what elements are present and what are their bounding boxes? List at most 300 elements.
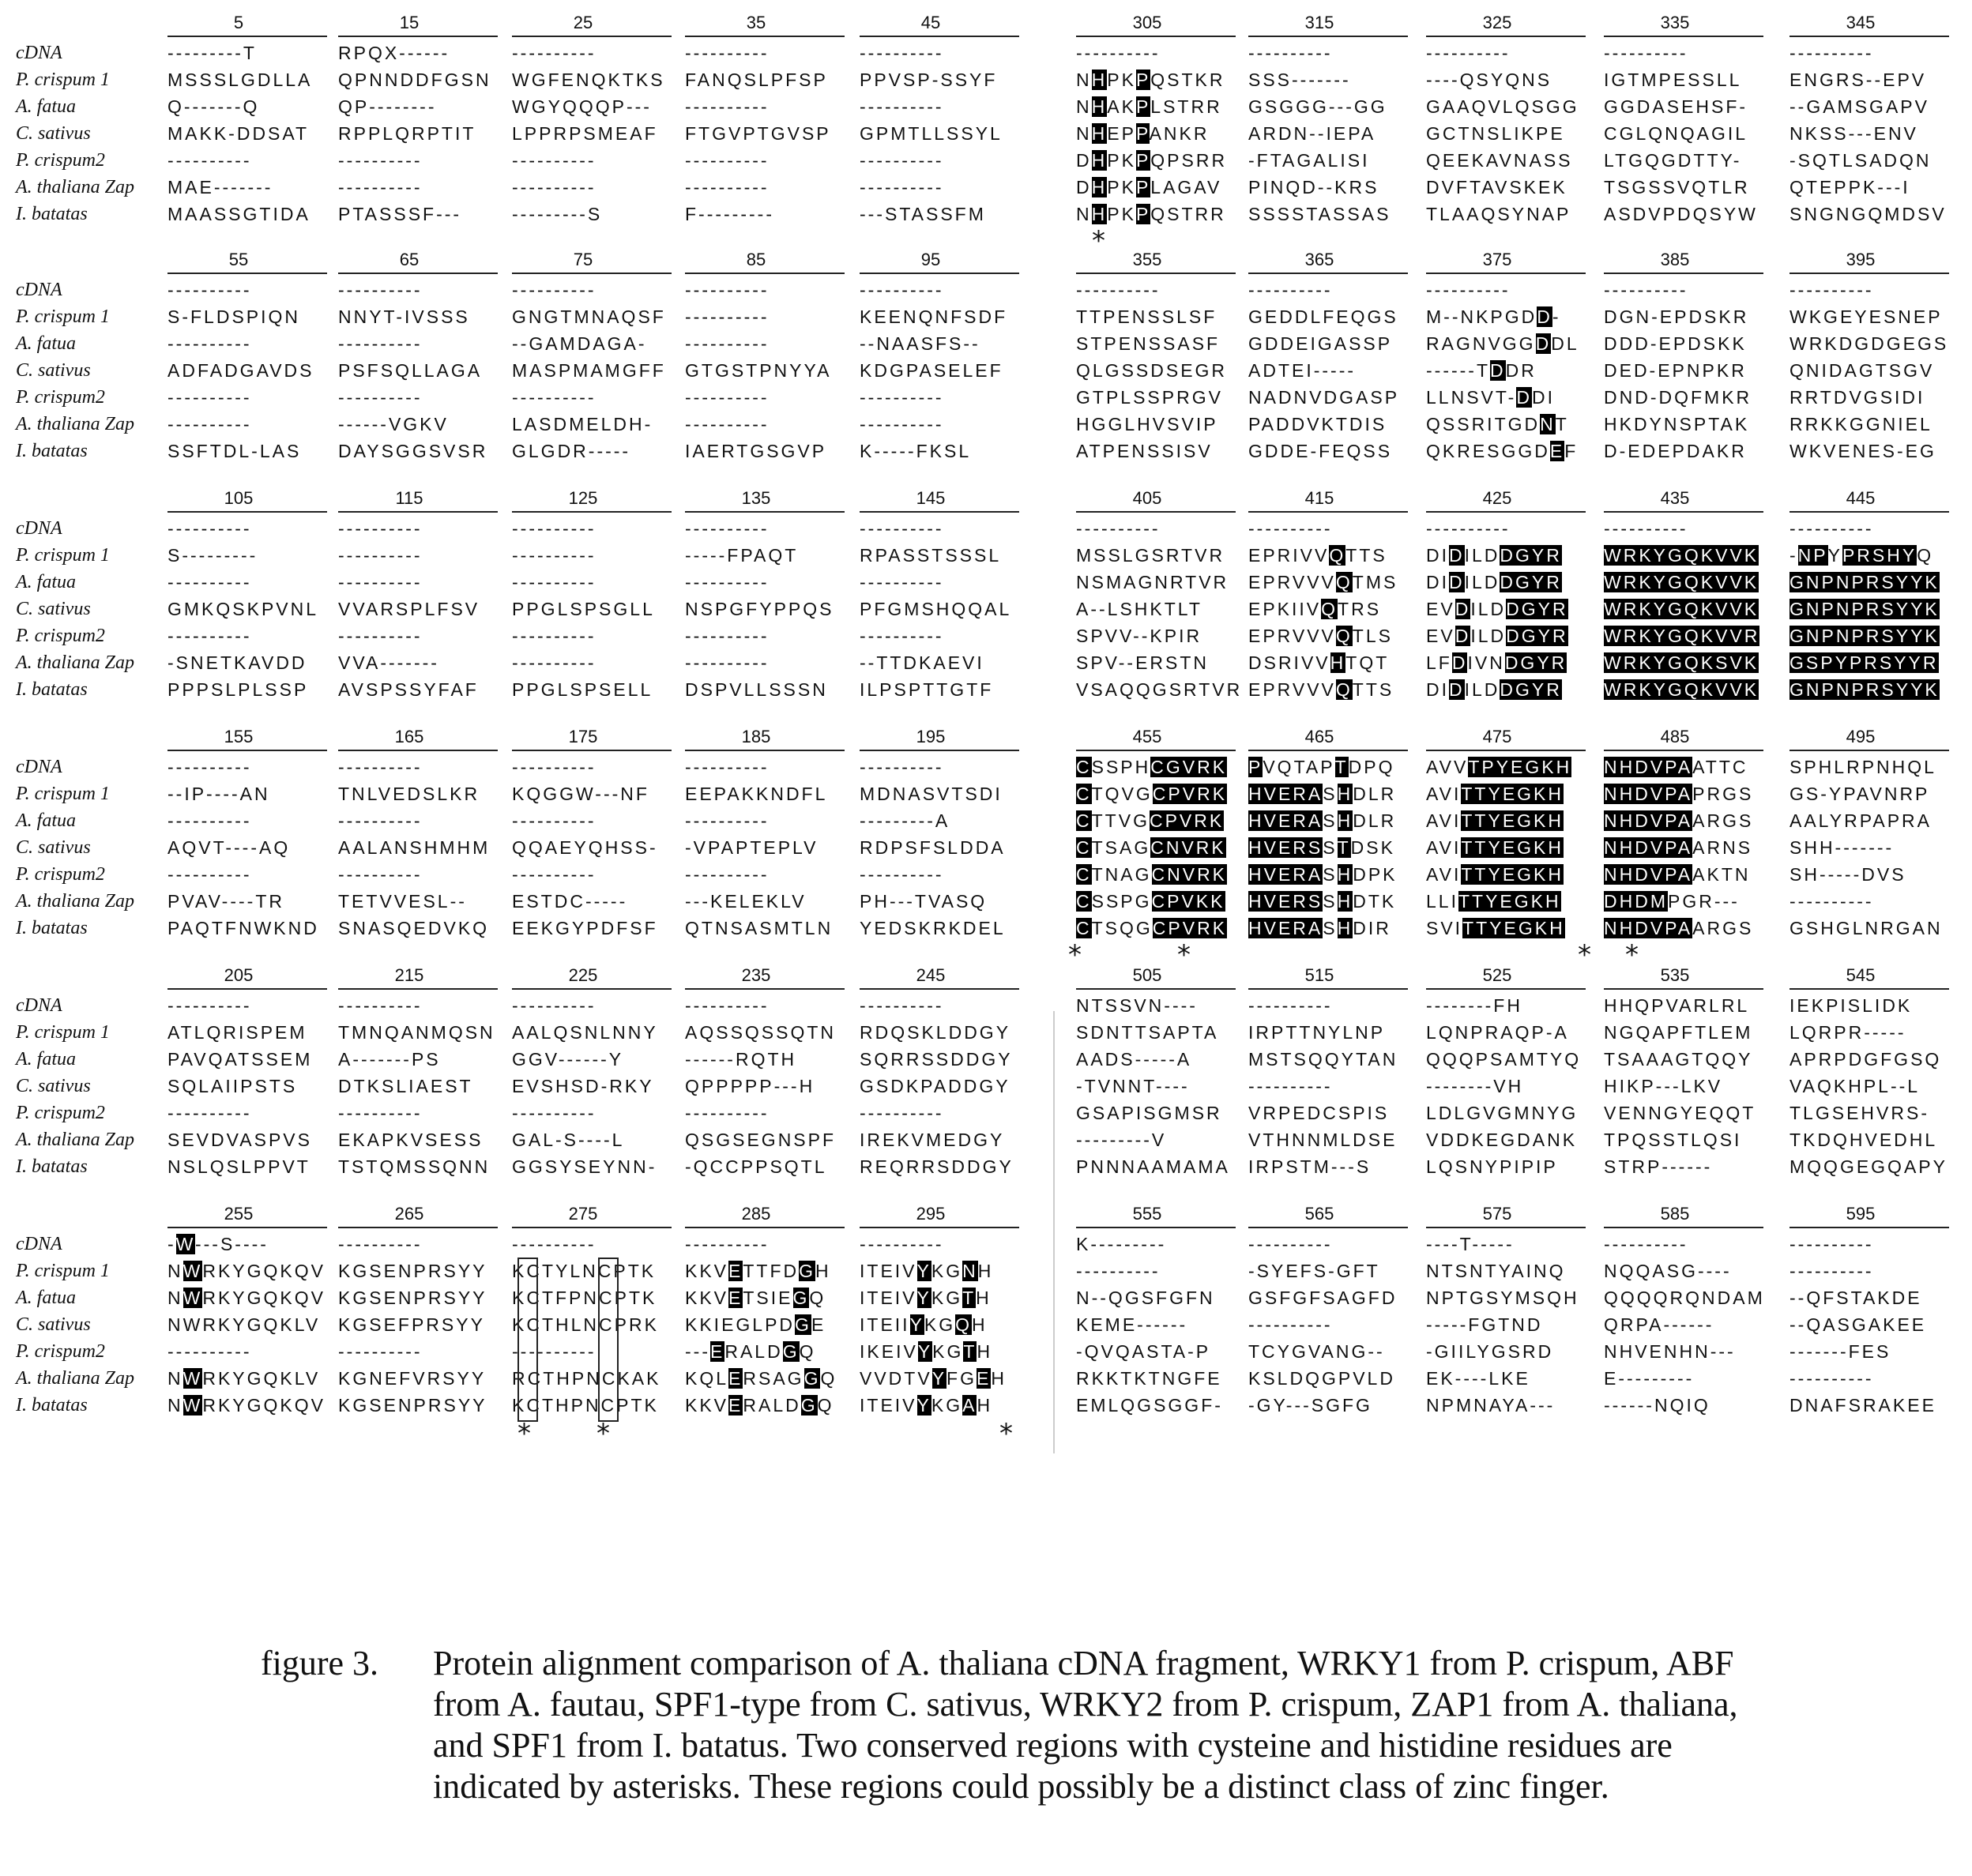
sequence-segment: ----------	[512, 626, 596, 646]
sequence-segment: ----------	[512, 864, 596, 885]
sequence-segment: ----------	[338, 150, 423, 171]
sequence-segment: AVITTYEGKH	[1426, 864, 1564, 885]
sequence-segment: RAGNVGGDDL	[1426, 333, 1579, 354]
sequence-segment: -----FGTND	[1426, 1314, 1543, 1335]
alignment-block	[0, 728, 1055, 949]
sequence-segment: NPTGSYMSQH	[1426, 1288, 1579, 1308]
sequence-segment: ASDVPDQSYW	[1604, 204, 1758, 224]
sequence-segment: ----------	[860, 414, 944, 434]
sequence-segment: PPVSP-SSYF	[860, 70, 998, 90]
sequence-segment: ----------	[167, 414, 252, 434]
sequence-segment: ------TDDR	[1426, 360, 1537, 381]
sequence-segment: GLGDR-----	[512, 441, 631, 461]
sequence-label: A. thaliana Zap	[16, 652, 135, 673]
ruler-line	[1076, 988, 1236, 990]
sequence-segment: NHDVPAPRGS	[1604, 784, 1754, 804]
alignment-block	[0, 490, 1055, 711]
sequence-segment: ----------	[167, 995, 252, 1016]
sequence-segment: GNPNPRSYYK	[1789, 626, 1940, 646]
sequence-segment: ----------	[1426, 280, 1511, 300]
sequence-label: P. crispum 1	[16, 306, 110, 327]
ruler-line	[512, 273, 672, 274]
ruler-line	[167, 1227, 327, 1228]
cysteine-column-box	[517, 1258, 538, 1422]
sequence-segment: EPRVVVQTTS	[1248, 679, 1394, 700]
sequence-segment: NHEPPANKR	[1076, 123, 1210, 144]
sequence-label: P. crispum 1	[16, 784, 110, 804]
position-tick-label: 515	[1304, 965, 1334, 985]
sequence-segment: ----------	[685, 96, 770, 117]
sequence-segment: MAKK-DDSAT	[167, 123, 310, 144]
sequence-segment: QRPA------	[1604, 1314, 1714, 1335]
sequence-segment: HVERASHDPK	[1248, 864, 1398, 885]
sequence-segment: ----------	[685, 864, 770, 885]
sequence-segment: WRKYGQKVVK	[1604, 572, 1759, 592]
sequence-row	[0, 384, 1055, 411]
ruler-line	[512, 511, 672, 513]
sequence-segment: PPGLSPSGLL	[512, 599, 655, 619]
sequence-segment: VTHNNMLDSE	[1248, 1130, 1398, 1150]
position-tick-label: 185	[741, 727, 771, 746]
sequence-segment: HVERASHDLR	[1248, 810, 1397, 831]
sequence-row	[0, 834, 1055, 861]
sequence-segment: ----QSYQNS	[1426, 70, 1552, 90]
sequence-segment: ----------	[1248, 995, 1333, 1016]
sequence-segment: KGSENPRSYY	[338, 1288, 487, 1308]
position-tick-label: 525	[1482, 965, 1512, 985]
sequence-segment: SDNTTSAPTA	[1076, 1022, 1219, 1043]
sequence-segment: RPASSTSSSL	[860, 545, 1002, 566]
sequence-segment: A--LSHKTLT	[1076, 599, 1202, 619]
sequence-segment: ------NQIQ	[1604, 1395, 1710, 1415]
sequence-segment: SPVV--KPIR	[1076, 626, 1202, 646]
sequence-segment: GSDKPADDGY	[860, 1076, 1010, 1096]
sequence-segment: TCYGVANG--	[1248, 1341, 1385, 1362]
panel-divider	[1053, 1011, 1055, 1453]
sequence-segment: AALANSHMHM	[338, 837, 491, 858]
sequence-label: I. batatas	[16, 1156, 88, 1177]
sequence-segment: ----------	[1076, 1261, 1161, 1281]
position-tick-label: 425	[1482, 488, 1512, 508]
sequence-segment: ----------	[685, 572, 770, 592]
sequence-segment: SEVDVASPVS	[167, 1130, 312, 1150]
sequence-segment: QQAEYQHSS-	[512, 837, 658, 858]
sequence-segment: QP--------	[338, 96, 437, 117]
sequence-label: A. fatua	[16, 96, 76, 117]
sequence-segment: LDLGVGMNYG	[1426, 1103, 1579, 1123]
sequence-segment: EVSHSD-RKY	[512, 1076, 654, 1096]
sequence-segment: GTGSTPNYYA	[685, 360, 832, 381]
sequence-segment: NWRKYGQKQV	[167, 1261, 326, 1281]
sequence-segment: NHPKPQSTKR	[1076, 70, 1225, 90]
sequence-segment: RCTHPNCKAK	[512, 1368, 661, 1389]
sequence-segment: TETVVESL--	[338, 891, 467, 912]
sequence-segment: LQRPR-----	[1789, 1022, 1906, 1043]
sequence-segment: ESTDC-----	[512, 891, 628, 912]
sequence-segment: NHDVPAATTC	[1604, 757, 1748, 777]
sequence-segment: AADS-----A	[1076, 1049, 1192, 1070]
sequence-segment: GDDE-FEQSS	[1248, 441, 1393, 461]
sequence-segment: ----------	[1248, 1314, 1333, 1335]
sequence-segment: ----------	[685, 414, 770, 434]
sequence-row	[0, 276, 1055, 303]
sequence-label: A. fatua	[16, 1288, 76, 1308]
sequence-segment: RDQSKLDDGY	[860, 1022, 1011, 1043]
sequence-segment: ----------	[1789, 891, 1874, 912]
sequence-segment: ----------	[167, 757, 252, 777]
sequence-label: P. crispum2	[16, 626, 105, 646]
sequence-label: A. fatua	[16, 1049, 76, 1070]
sequence-segment: --QFSTAKDE	[1789, 1288, 1922, 1308]
sequence-segment: -------FES	[1789, 1341, 1891, 1362]
sequence-row	[1059, 438, 1972, 464]
position-tick-label: 345	[1846, 13, 1876, 32]
sequence-segment: ILPSPTTGTF	[860, 679, 994, 700]
sequence-segment: DTKSLIAEST	[338, 1076, 473, 1096]
sequence-segment: ----------	[1604, 280, 1688, 300]
sequence-label: cDNA	[16, 757, 62, 777]
sequence-label: C. sativus	[16, 360, 91, 381]
sequence-segment: KKVETTFDGH	[685, 1261, 831, 1281]
sequence-segment: ----------	[512, 995, 596, 1016]
sequence-row	[0, 1019, 1055, 1046]
sequence-segment: ----------	[512, 545, 596, 566]
sequence-row	[1059, 1311, 1972, 1338]
sequence-row	[1059, 1073, 1972, 1100]
sequence-segment: GDDEIGASSP	[1248, 333, 1393, 354]
sequence-segment: ----------	[685, 387, 770, 408]
sequence-segment: GNPNPRSYYK	[1789, 599, 1940, 619]
sequence-segment: ----------	[512, 280, 596, 300]
sequence-segment: GSAPISGMSR	[1076, 1103, 1222, 1123]
sequence-row	[1059, 1126, 1972, 1153]
sequence-segment: -QVQASTA-P	[1076, 1341, 1211, 1362]
sequence-segment: PH---TVASQ	[860, 891, 988, 912]
position-tick-label: 65	[399, 250, 420, 269]
sequence-segment: ----------	[167, 387, 252, 408]
sequence-segment: ----------	[685, 333, 770, 354]
sequence-row	[1059, 276, 1972, 303]
sequence-segment: ----------	[860, 280, 944, 300]
sequence-segment: IRPTTNYLNP	[1248, 1022, 1386, 1043]
sequence-segment: NTSSVN----	[1076, 995, 1198, 1016]
sequence-segment: GGV------Y	[512, 1049, 624, 1070]
sequence-segment: --QASGAKEE	[1789, 1314, 1927, 1335]
sequence-label: C. sativus	[16, 599, 91, 619]
sequence-row	[0, 201, 1055, 227]
position-tick-label: 85	[746, 250, 766, 269]
sequence-segment: AVITTYEGKH	[1426, 837, 1564, 858]
sequence-label: C. sativus	[16, 1076, 91, 1096]
sequence-segment: ----------	[860, 626, 944, 646]
ruler-line	[512, 750, 672, 751]
sequence-segment: EPRVVVQTMS	[1248, 572, 1398, 592]
sequence-segment: KKVERALDGQ	[685, 1395, 834, 1415]
sequence-segment: GS-YPAVNRP	[1789, 784, 1930, 804]
sequence-row	[1059, 147, 1972, 174]
sequence-segment: NPMNAYA---	[1426, 1395, 1556, 1415]
ruler-line	[1076, 511, 1236, 513]
sequence-row	[1059, 330, 1972, 357]
sequence-row	[1059, 357, 1972, 384]
sequence-row	[0, 438, 1055, 464]
sequence-segment: HVERASHDIR	[1248, 918, 1391, 938]
ruler-line	[1789, 1227, 1949, 1228]
sequence-segment: QEEKAVNASS	[1426, 150, 1573, 171]
sequence-segment: AQVT----AQ	[167, 837, 291, 858]
sequence-label: I. batatas	[16, 1395, 88, 1415]
sequence-segment: GAL-S----L	[512, 1130, 625, 1150]
sequence-segment: CTSAGCNVRK	[1076, 837, 1226, 858]
sequence-segment: MDNASVTSDI	[860, 784, 1003, 804]
sequence-segment: CTNAGCNVRK	[1076, 864, 1228, 885]
position-tick-label: 455	[1132, 727, 1162, 746]
position-tick-label: 305	[1132, 13, 1162, 32]
sequence-segment: TMNQANMQSN	[338, 1022, 495, 1043]
sequence-segment: GMKQSKPVNL	[167, 599, 319, 619]
sequence-row	[1059, 66, 1972, 93]
sequence-row	[1059, 834, 1972, 861]
alignment-block	[0, 967, 1055, 1188]
sequence-segment: ----------	[860, 995, 944, 1016]
sequence-segment: TSGSSVQTLR	[1604, 177, 1750, 197]
ruler-line	[167, 36, 327, 37]
sequence-row	[1059, 676, 1972, 703]
ruler-line	[1426, 36, 1586, 37]
sequence-label: P. crispum 1	[16, 1261, 110, 1281]
sequence-segment: ----------	[512, 757, 596, 777]
sequence-segment: MASPMAMGFF	[512, 360, 666, 381]
sequence-segment: ----------	[338, 1103, 423, 1123]
sequence-segment: WRKDGDGEGS	[1789, 333, 1949, 354]
position-tick-label: 325	[1482, 13, 1512, 32]
sequence-segment: CSSPGCPVKK	[1076, 891, 1225, 912]
sequence-label: P. crispum 1	[16, 70, 110, 90]
sequence-segment: SVITTYEGKH	[1426, 918, 1565, 938]
sequence-segment: ----------	[1789, 1261, 1874, 1281]
sequence-segment: ----------	[685, 150, 770, 171]
position-tick-label: 55	[228, 250, 249, 269]
sequence-segment: NSLQSLPPVT	[167, 1156, 310, 1177]
sequence-row	[0, 596, 1055, 622]
sequence-segment: ----------	[860, 757, 944, 777]
sequence-segment: WRKYGQKVVR	[1604, 626, 1760, 646]
position-tick-label: 405	[1132, 488, 1162, 508]
sequence-segment: PPGLSPSELL	[512, 679, 653, 700]
sequence-segment: PADDVKTDIS	[1248, 414, 1387, 434]
sequence-segment: GSFGFSAGFD	[1248, 1288, 1398, 1308]
sequence-row	[0, 915, 1055, 942]
ruler-line	[1248, 988, 1408, 990]
sequence-segment: ----------	[860, 387, 944, 408]
ruler-line	[860, 1227, 1019, 1228]
sequence-segment: MSSLGSRTVR	[1076, 545, 1225, 566]
sequence-segment: -SQTLSADQN	[1789, 150, 1932, 171]
sequence-segment: D-EDEPDAKR	[1604, 441, 1747, 461]
sequence-label: P. crispum2	[16, 1103, 105, 1123]
sequence-segment: GEDDLFEQGS	[1248, 306, 1398, 327]
sequence-segment: ARDN--IEPA	[1248, 123, 1376, 144]
sequence-segment: ITEIVYKGTH	[860, 1288, 992, 1308]
sequence-segment: SHH-------	[1789, 837, 1895, 858]
sequence-segment: AVSPSSYFAF	[338, 679, 479, 700]
sequence-row	[1059, 1046, 1972, 1073]
position-tick-label: 475	[1482, 727, 1512, 746]
sequence-segment: NWRKYGQKLV	[167, 1368, 321, 1389]
sequence-segment: QSSRITGDNT	[1426, 414, 1569, 434]
position-tick-label: 165	[394, 727, 424, 746]
position-tick-label: 125	[568, 488, 598, 508]
sequence-segment: RPQX------	[338, 43, 450, 63]
ruler-line	[338, 988, 498, 990]
sequence-segment: NSMAGNRTVR	[1076, 572, 1229, 592]
sequence-segment: ----------	[167, 810, 252, 831]
sequence-segment: KCTHLNCPRK	[512, 1314, 659, 1335]
alignment-block	[1059, 967, 1972, 1188]
position-tick-label: 95	[920, 250, 941, 269]
sequence-segment: ----------	[338, 757, 423, 777]
position-tick-label: 155	[224, 727, 254, 746]
sequence-row	[1059, 888, 1972, 915]
sequence-row	[1059, 515, 1972, 542]
sequence-segment: ----------	[338, 333, 423, 354]
sequence-segment: MAASSGTIDA	[167, 204, 310, 224]
sequence-segment: ----------	[685, 652, 770, 673]
sequence-segment: SQLAIIPSTS	[167, 1076, 298, 1096]
sequence-segment: ---------A	[860, 810, 950, 831]
alignment-block	[1059, 490, 1972, 711]
sequence-row	[0, 992, 1055, 1019]
sequence-segment: TLGSEHVRS-	[1789, 1103, 1929, 1123]
sequence-segment: PNNNAAMAMA	[1076, 1156, 1230, 1177]
sequence-segment: ----------	[512, 1341, 596, 1362]
sequence-row	[1059, 1231, 1972, 1258]
sequence-label: A. fatua	[16, 572, 76, 592]
sequence-segment: -FTAGALISI	[1248, 150, 1370, 171]
sequence-segment: ----------	[167, 518, 252, 539]
sequence-segment: YEDSKRKDEL	[860, 918, 1006, 938]
sequence-segment: ----------	[512, 518, 596, 539]
sequence-segment: TKDQHVEDHL	[1789, 1130, 1938, 1150]
alignment-block	[0, 251, 1055, 472]
sequence-segment: GPMTLLSSYL	[860, 123, 1003, 144]
sequence-segment: NHDVPAAKTN	[1604, 864, 1751, 885]
sequence-segment: -GIILYGSRD	[1426, 1341, 1554, 1362]
sequence-segment: ----------	[860, 43, 944, 63]
sequence-row	[1059, 807, 1972, 834]
sequence-segment: CGLQNQAGIL	[1604, 123, 1748, 144]
sequence-segment: ----------	[512, 177, 596, 197]
sequence-segment: ----------	[1248, 1234, 1333, 1254]
sequence-segment: ----------	[512, 387, 596, 408]
sequence-segment: FANQSLPFSP	[685, 70, 828, 90]
sequence-segment: KCTFPNCPTK	[512, 1288, 657, 1308]
sequence-segment: LLITTYEGKH	[1426, 891, 1561, 912]
position-tick-label: 555	[1132, 1204, 1162, 1224]
sequence-segment: NWRKYGQKLV	[167, 1314, 321, 1335]
sequence-segment: AVITTYEGKH	[1426, 810, 1564, 831]
sequence-segment: HVERSSTDSK	[1248, 837, 1395, 858]
sequence-segment: S-FLDSPIQN	[167, 306, 301, 327]
sequence-segment: ----------	[512, 1103, 596, 1123]
sequence-row	[1059, 622, 1972, 649]
ruler-line	[1248, 511, 1408, 513]
sequence-row	[1059, 120, 1972, 147]
sequence-segment: ----------	[685, 626, 770, 646]
sequence-row	[0, 411, 1055, 438]
sequence-segment: ---------V	[1076, 1130, 1167, 1150]
ruler-line	[338, 511, 498, 513]
conserved-residue-asterisk: *	[517, 1418, 531, 1449]
sequence-segment: ITEIIYKGQH	[860, 1314, 988, 1335]
sequence-segment: --------VH	[1426, 1076, 1524, 1096]
ruler-line	[860, 750, 1019, 751]
ruler-line	[338, 750, 498, 751]
sequence-segment: KDGPASELEF	[860, 360, 1003, 381]
sequence-segment: ATLQRISPEM	[167, 1022, 307, 1043]
sequence-segment: ----------	[1789, 1234, 1874, 1254]
sequence-segment: ----------	[338, 1341, 423, 1362]
sequence-segment: ---KELEKLV	[685, 891, 807, 912]
sequence-segment: ----------	[685, 177, 770, 197]
sequence-label: C. sativus	[16, 1314, 91, 1335]
sequence-segment: -W---S----	[167, 1234, 269, 1254]
sequence-segment: ----------	[1604, 43, 1688, 63]
sequence-segment: QTEPPK---I	[1789, 177, 1910, 197]
sequence-segment: WKVENES-EG	[1789, 441, 1936, 461]
ruler-line	[860, 511, 1019, 513]
ruler-line	[1076, 36, 1236, 37]
sequence-segment: VDDKEGDANK	[1426, 1130, 1578, 1150]
position-tick-label: 175	[568, 727, 598, 746]
caption-text: Protein alignment comparison of A. thaliana cDNA fragment, WRKY1 from P. crispum, ABF from A. fautau, SPF1-type from C. sativus, WRKY2 from P. crispum, ZAP1 from A. thaliana, and SPF1 from I. batatus. Two conserved regions with cysteine and histidine residues are indicated by asterisks. These regions could possibly be a distinct class of zinc finger.	[433, 1644, 1738, 1806]
sequence-segment: ----------	[167, 572, 252, 592]
sequence-label: A. thaliana Zap	[16, 1130, 135, 1150]
sequence-segment: ----------	[512, 43, 596, 63]
position-tick-label: 275	[568, 1204, 598, 1224]
sequence-row	[1059, 1392, 1972, 1419]
ruler-line	[860, 36, 1019, 37]
sequence-row	[0, 147, 1055, 174]
sequence-label: P. crispum 1	[16, 545, 110, 566]
conserved-residue-asterisk: *	[596, 1418, 610, 1449]
sequence-label: A. thaliana Zap	[16, 177, 135, 197]
position-tick-label: 335	[1660, 13, 1690, 32]
sequence-row	[1059, 915, 1972, 942]
ruler-line	[1248, 273, 1408, 274]
sequence-row	[1059, 1258, 1972, 1284]
sequence-segment: ----------	[860, 518, 944, 539]
sequence-segment: GTPLSSPRGV	[1076, 387, 1223, 408]
position-tick-label: 495	[1846, 727, 1876, 746]
ruler-line	[1789, 988, 1949, 990]
sequence-segment: ----T-----	[1426, 1234, 1515, 1254]
sequence-segment: NHAKPLSTRR	[1076, 96, 1222, 117]
sequence-segment: ----------	[1789, 518, 1874, 539]
sequence-segment: K-----FKSL	[860, 441, 972, 461]
sequence-segment: E---------	[1604, 1368, 1695, 1389]
sequence-segment: KKIEGLPDGE	[685, 1314, 826, 1335]
position-tick-label: 315	[1304, 13, 1334, 32]
sequence-segment: EMLQGSGGF-	[1076, 1395, 1223, 1415]
sequence-segment: PFGMSHQQAL	[860, 599, 1012, 619]
sequence-segment: MSSSLGDLLA	[167, 70, 313, 90]
sequence-row	[1059, 754, 1972, 780]
sequence-segment: SQRRSSDDGY	[860, 1049, 1013, 1070]
sequence-segment: IREKVMEDGY	[860, 1130, 1005, 1150]
sequence-segment: DGN-EPDSKR	[1604, 306, 1749, 327]
sequence-segment: LTGQGDTTY-	[1604, 150, 1742, 171]
